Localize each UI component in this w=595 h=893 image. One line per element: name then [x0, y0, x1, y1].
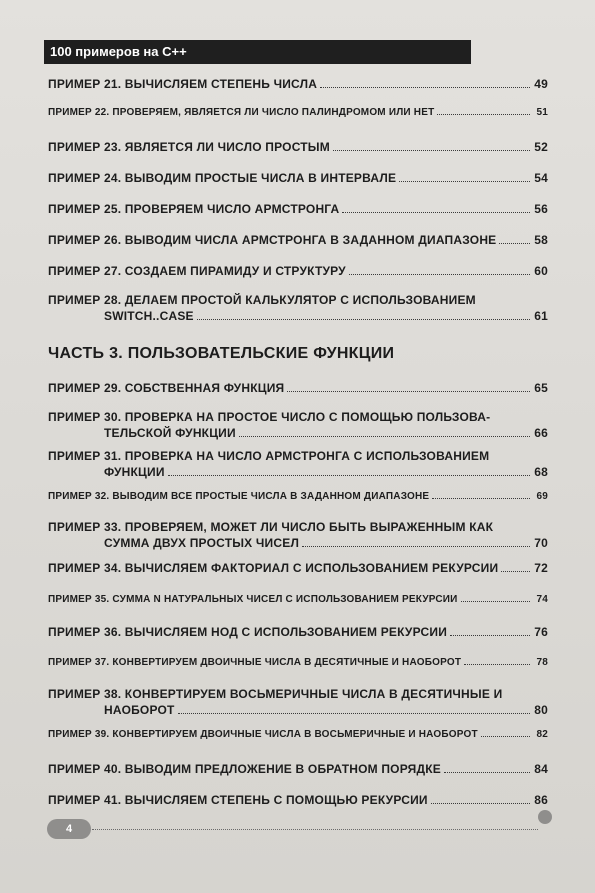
- toc-entry[interactable]: [48, 519, 548, 551]
- toc-page-number: 68: [534, 465, 548, 479]
- toc-entry[interactable]: [48, 201, 548, 217]
- toc-entry-title: ПРИМЕР 29. СОБСТВЕННАЯ ФУНКЦИЯ: [48, 381, 285, 395]
- dot-leader: [320, 87, 530, 88]
- toc-page-number: 52: [534, 140, 548, 154]
- toc-entry-title: ПРИМЕР 33. ПРОВЕРЯЕМ, МОЖЕТ ЛИ ЧИСЛО БЫТЬ ВЫРАЖЕННЫМ КАК: [48, 520, 494, 534]
- toc-entry-title-continued: НАОБОРОТ: [104, 703, 175, 717]
- toc-entry-title: ПРИМЕР 27. СОЗДАЕМ ПИРАМИДУ И СТРУКТУРУ: [48, 264, 346, 278]
- toc-page-number: 54: [534, 171, 548, 185]
- toc-entry[interactable]: [48, 76, 548, 92]
- toc-entry[interactable]: [48, 560, 548, 576]
- toc-entry[interactable]: [48, 139, 548, 155]
- dot-leader: [349, 274, 530, 275]
- toc-page-number: 84: [534, 762, 548, 776]
- dot-leader: [464, 664, 530, 665]
- footer-dotted-rule: [92, 829, 538, 830]
- toc-entry-title-continued: SWITCH..CASE: [104, 309, 194, 323]
- toc-entry-title-continued: ТЕЛЬСКОЙ ФУНКЦИИ: [104, 426, 236, 440]
- dot-leader: [444, 772, 530, 773]
- dot-leader: [168, 475, 530, 476]
- toc-entry-title: ПРИМЕР 31. ПРОВЕРКА НА ЧИСЛО АРМСТРОНГА С ИСПОЛЬЗОВАНИЕМ: [48, 449, 490, 463]
- toc-entry-title: ПРИМЕР 32. ВЫВОДИМ ВСЕ ПРОСТЫЕ ЧИСЛА В ЗАДАННОМ ДИАПАЗОНЕ: [48, 491, 430, 502]
- toc-page-number: 86: [534, 793, 548, 807]
- toc-entry-title: ПРИМЕР 22. ПРОВЕРЯЕМ, ЯВЛЯЕТСЯ ЛИ ЧИСЛО ПАЛИНДРОМОМ ИЛИ НЕТ: [48, 107, 435, 118]
- toc-entry[interactable]: [48, 105, 548, 121]
- toc-entry[interactable]: [48, 761, 548, 777]
- toc-entry-title: ПРИМЕР 28. ДЕЛАЕМ ПРОСТОЙ КАЛЬКУЛЯТОР С ИСПОЛЬЗОВАНИЕМ: [48, 293, 476, 307]
- dot-leader: [287, 391, 530, 392]
- toc-entry[interactable]: [48, 448, 548, 480]
- toc-page-number: 66: [534, 426, 548, 440]
- toc-entry[interactable]: [48, 792, 548, 808]
- toc-entry-title-continued: СУММА ДВУХ ПРОСТЫХ ЧИСЕЛ: [104, 536, 300, 550]
- toc-entry[interactable]: [48, 292, 548, 324]
- toc-page-number: 58: [534, 233, 548, 247]
- toc-page-number: 78: [536, 657, 548, 668]
- running-header-title: 100 примеров на C++: [50, 44, 187, 59]
- dot-leader: [302, 546, 530, 547]
- dot-leader: [450, 635, 530, 636]
- dot-leader: [239, 436, 530, 437]
- toc-entry-title: ПРИМЕР 40. ВЫВОДИМ ПРЕДЛОЖЕНИЕ В ОБРАТНОМ ПОРЯДКЕ: [48, 762, 441, 776]
- dot-leader: [461, 601, 530, 602]
- dot-leader: [431, 803, 530, 804]
- toc-page-number: 82: [536, 729, 548, 740]
- toc-entry-title: ПРИМЕР 23. ЯВЛЯЕТСЯ ЛИ ЧИСЛО ПРОСТЫМ: [48, 140, 330, 154]
- dot-leader: [501, 571, 530, 572]
- toc-entry[interactable]: [48, 263, 548, 279]
- page-number-badge: 4: [47, 819, 91, 839]
- toc-entry-title: ПРИМЕР 21. ВЫЧИСЛЯЕМ СТЕПЕНЬ ЧИСЛА: [48, 77, 318, 91]
- toc-entry-title: ПРИМЕР 36. ВЫЧИСЛЯЕМ НОД С ИСПОЛЬЗОВАНИЕМ РЕКУРСИИ: [48, 625, 448, 639]
- toc-entry[interactable]: [48, 727, 548, 743]
- toc-entry[interactable]: [48, 489, 548, 505]
- toc-page-number: 80: [534, 703, 548, 717]
- toc-entry-title: ПРИМЕР 35. СУММА N НАТУРАЛЬНЫХ ЧИСЕЛ С ИСПОЛЬЗОВАНИЕМ РЕКУРСИИ: [48, 594, 458, 605]
- toc-entry-title: ПРИМЕР 25. ПРОВЕРЯЕМ ЧИСЛО АРМСТРОНГА: [48, 202, 340, 216]
- toc-entry-title: ПРИМЕР 24. ВЫВОДИМ ПРОСТЫЕ ЧИСЛА В ИНТЕРВАЛЕ: [48, 171, 397, 185]
- toc-entry-title: ПРИМЕР 37. КОНВЕРТИРУЕМ ДВОИЧНЫЕ ЧИСЛА В ДЕСЯТИЧНЫЕ И НАОБОРОТ: [48, 657, 462, 668]
- toc-entry[interactable]: [48, 624, 548, 640]
- toc-page-number: 65: [534, 381, 548, 395]
- toc-entry[interactable]: [48, 409, 548, 441]
- toc-entry[interactable]: [48, 686, 548, 718]
- toc-page-number: 60: [534, 264, 548, 278]
- toc-entry[interactable]: [48, 655, 548, 671]
- dot-leader: [432, 498, 530, 499]
- toc-page-number: 61: [534, 309, 548, 323]
- toc-entry-title: ПРИМЕР 26. ВЫВОДИМ ЧИСЛА АРМСТРОНГА В ЗАДАННОМ ДИАПАЗОНЕ: [48, 233, 497, 247]
- toc-page-number: 70: [534, 536, 548, 550]
- toc-entry[interactable]: [48, 170, 548, 186]
- toc-page-number: 51: [536, 107, 548, 118]
- dot-leader: [178, 713, 530, 714]
- toc-page-number: 76: [534, 625, 548, 639]
- toc-entry-title-continued: ФУНКЦИИ: [104, 465, 165, 479]
- toc-page-number: 69: [536, 491, 548, 502]
- toc-entry-title: ПРИМЕР 30. ПРОВЕРКА НА ПРОСТОЕ ЧИСЛО С ПОМОЩЬЮ ПОЛЬЗОВА-: [48, 410, 491, 424]
- toc-entry-title: ПРИМЕР 38. КОНВЕРТИРУЕМ ВОСЬМЕРИЧНЫЕ ЧИСЛА В ДЕСЯТИЧНЫЕ И: [48, 687, 503, 701]
- dot-leader: [481, 736, 530, 737]
- dot-leader: [399, 181, 530, 182]
- toc-page-number: 72: [534, 561, 548, 575]
- toc-entry[interactable]: [48, 232, 548, 248]
- dot-leader: [499, 243, 530, 244]
- toc-page-number: 74: [536, 594, 548, 605]
- dot-leader: [197, 319, 530, 320]
- toc-page-number: 56: [534, 202, 548, 216]
- dot-leader: [333, 150, 530, 151]
- toc-entry[interactable]: [48, 592, 548, 608]
- toc-entry-title: ПРИМЕР 34. ВЫЧИСЛЯЕМ ФАКТОРИАЛ С ИСПОЛЬЗОВАНИЕМ РЕКУРСИИ: [48, 561, 499, 575]
- section-heading: ЧАСТЬ 3. ПОЛЬЗОВАТЕЛЬСКИЕ ФУНКЦИИ: [48, 345, 395, 362]
- footer-dot-icon: [538, 810, 552, 824]
- toc-page-number: 49: [534, 77, 548, 91]
- toc-entry-title: ПРИМЕР 39. КОНВЕРТИРУЕМ ДВОИЧНЫЕ ЧИСЛА В ВОСЬМЕРИЧНЫЕ И НАОБОРОТ: [48, 729, 478, 740]
- toc-entry[interactable]: [48, 380, 548, 396]
- dot-leader: [342, 212, 530, 213]
- dot-leader: [437, 114, 530, 115]
- toc-entry-title: ПРИМЕР 41. ВЫЧИСЛЯЕМ СТЕПЕНЬ С ПОМОЩЬЮ РЕКУРСИИ: [48, 793, 428, 807]
